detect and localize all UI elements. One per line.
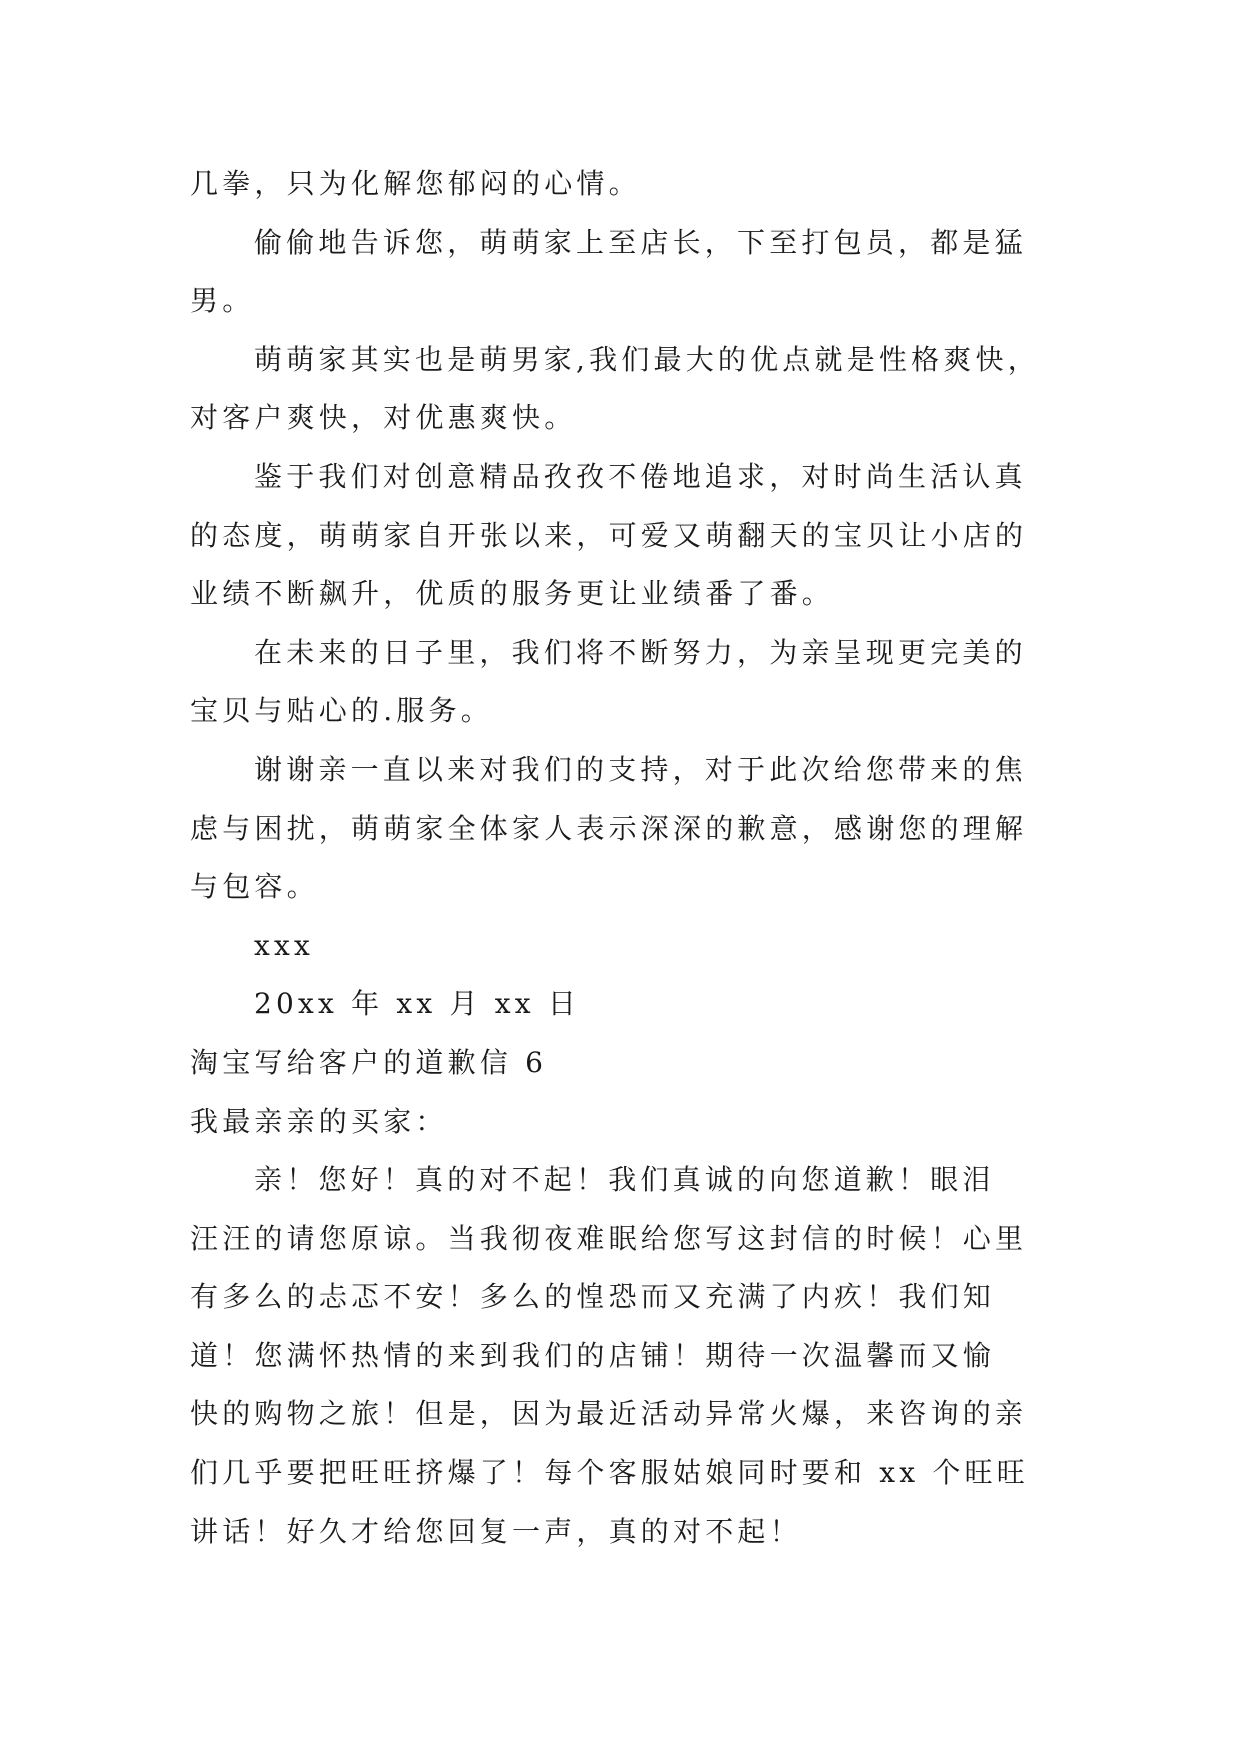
text-line: 在未来的日子里，我们将不断努力，为亲呈现更完美的	[254, 635, 1027, 669]
text-line: 业绩不断飙升，优质的服务更让业绩番了番。	[190, 577, 835, 611]
text-line: 快的购物之旅！但是，因为最近活动异常火爆，来咨询的亲	[190, 1397, 1028, 1431]
document-body	[190, 155, 1052, 1561]
text-line: 的态度，萌萌家自开张以来，可爱又萌翻天的宝贝让小店的	[190, 518, 1028, 552]
section-title: 淘宝写给客户的道歉信 6	[190, 1045, 548, 1079]
text-line: 虑与困扰，萌萌家全体家人表示深深的歉意，感谢您的理解	[190, 811, 1028, 845]
text-line: 汪汪的请您原谅。当我彻夜难眠给您写这封信的时候！心里	[190, 1221, 1028, 1255]
text-line: 对客户爽快，对优惠爽快。	[190, 401, 577, 435]
text-line: 男。	[190, 284, 255, 318]
signature-name: xxx	[254, 928, 314, 962]
signature-date: 20xx 年 xx 月 xx 日	[254, 987, 581, 1021]
text-line: 亲！您好！真的对不起！我们真诚的向您道歉！眼泪	[254, 1163, 995, 1197]
text-line: 谢谢亲一直以来对我们的支持，对于此次给您带来的焦	[254, 752, 1027, 786]
text-line: 与包容。	[190, 870, 319, 904]
text-line: 们几乎要把旺旺挤爆了！每个客服姑娘同时要和 xx 个旺旺	[190, 1456, 1029, 1490]
text-line: 宝贝与贴心的.服务。	[190, 694, 493, 728]
text-line: 偷偷地告诉您，萌萌家上至店长，下至打包员，都是猛	[254, 225, 1027, 259]
text-line: 萌萌家其实也是萌男家,我们最大的优点就是性格爽快，	[254, 342, 1040, 376]
text-line: 道！您满怀热情的来到我们的店铺！期待一次温馨而又愉	[190, 1338, 996, 1372]
text-line: 讲话！好久才给您回复一声，真的对不起！	[190, 1514, 802, 1548]
text-line: 有多么的忐忑不安！多么的惶恐而又充满了内疚！我们知	[190, 1280, 996, 1314]
salutation: 我最亲亲的买家：	[190, 1104, 448, 1138]
text-line: 鉴于我们对创意精品孜孜不倦地追求，对时尚生活认真	[254, 459, 1027, 493]
text-line: 几拳，只为化解您郁闷的心情。	[190, 167, 641, 200]
